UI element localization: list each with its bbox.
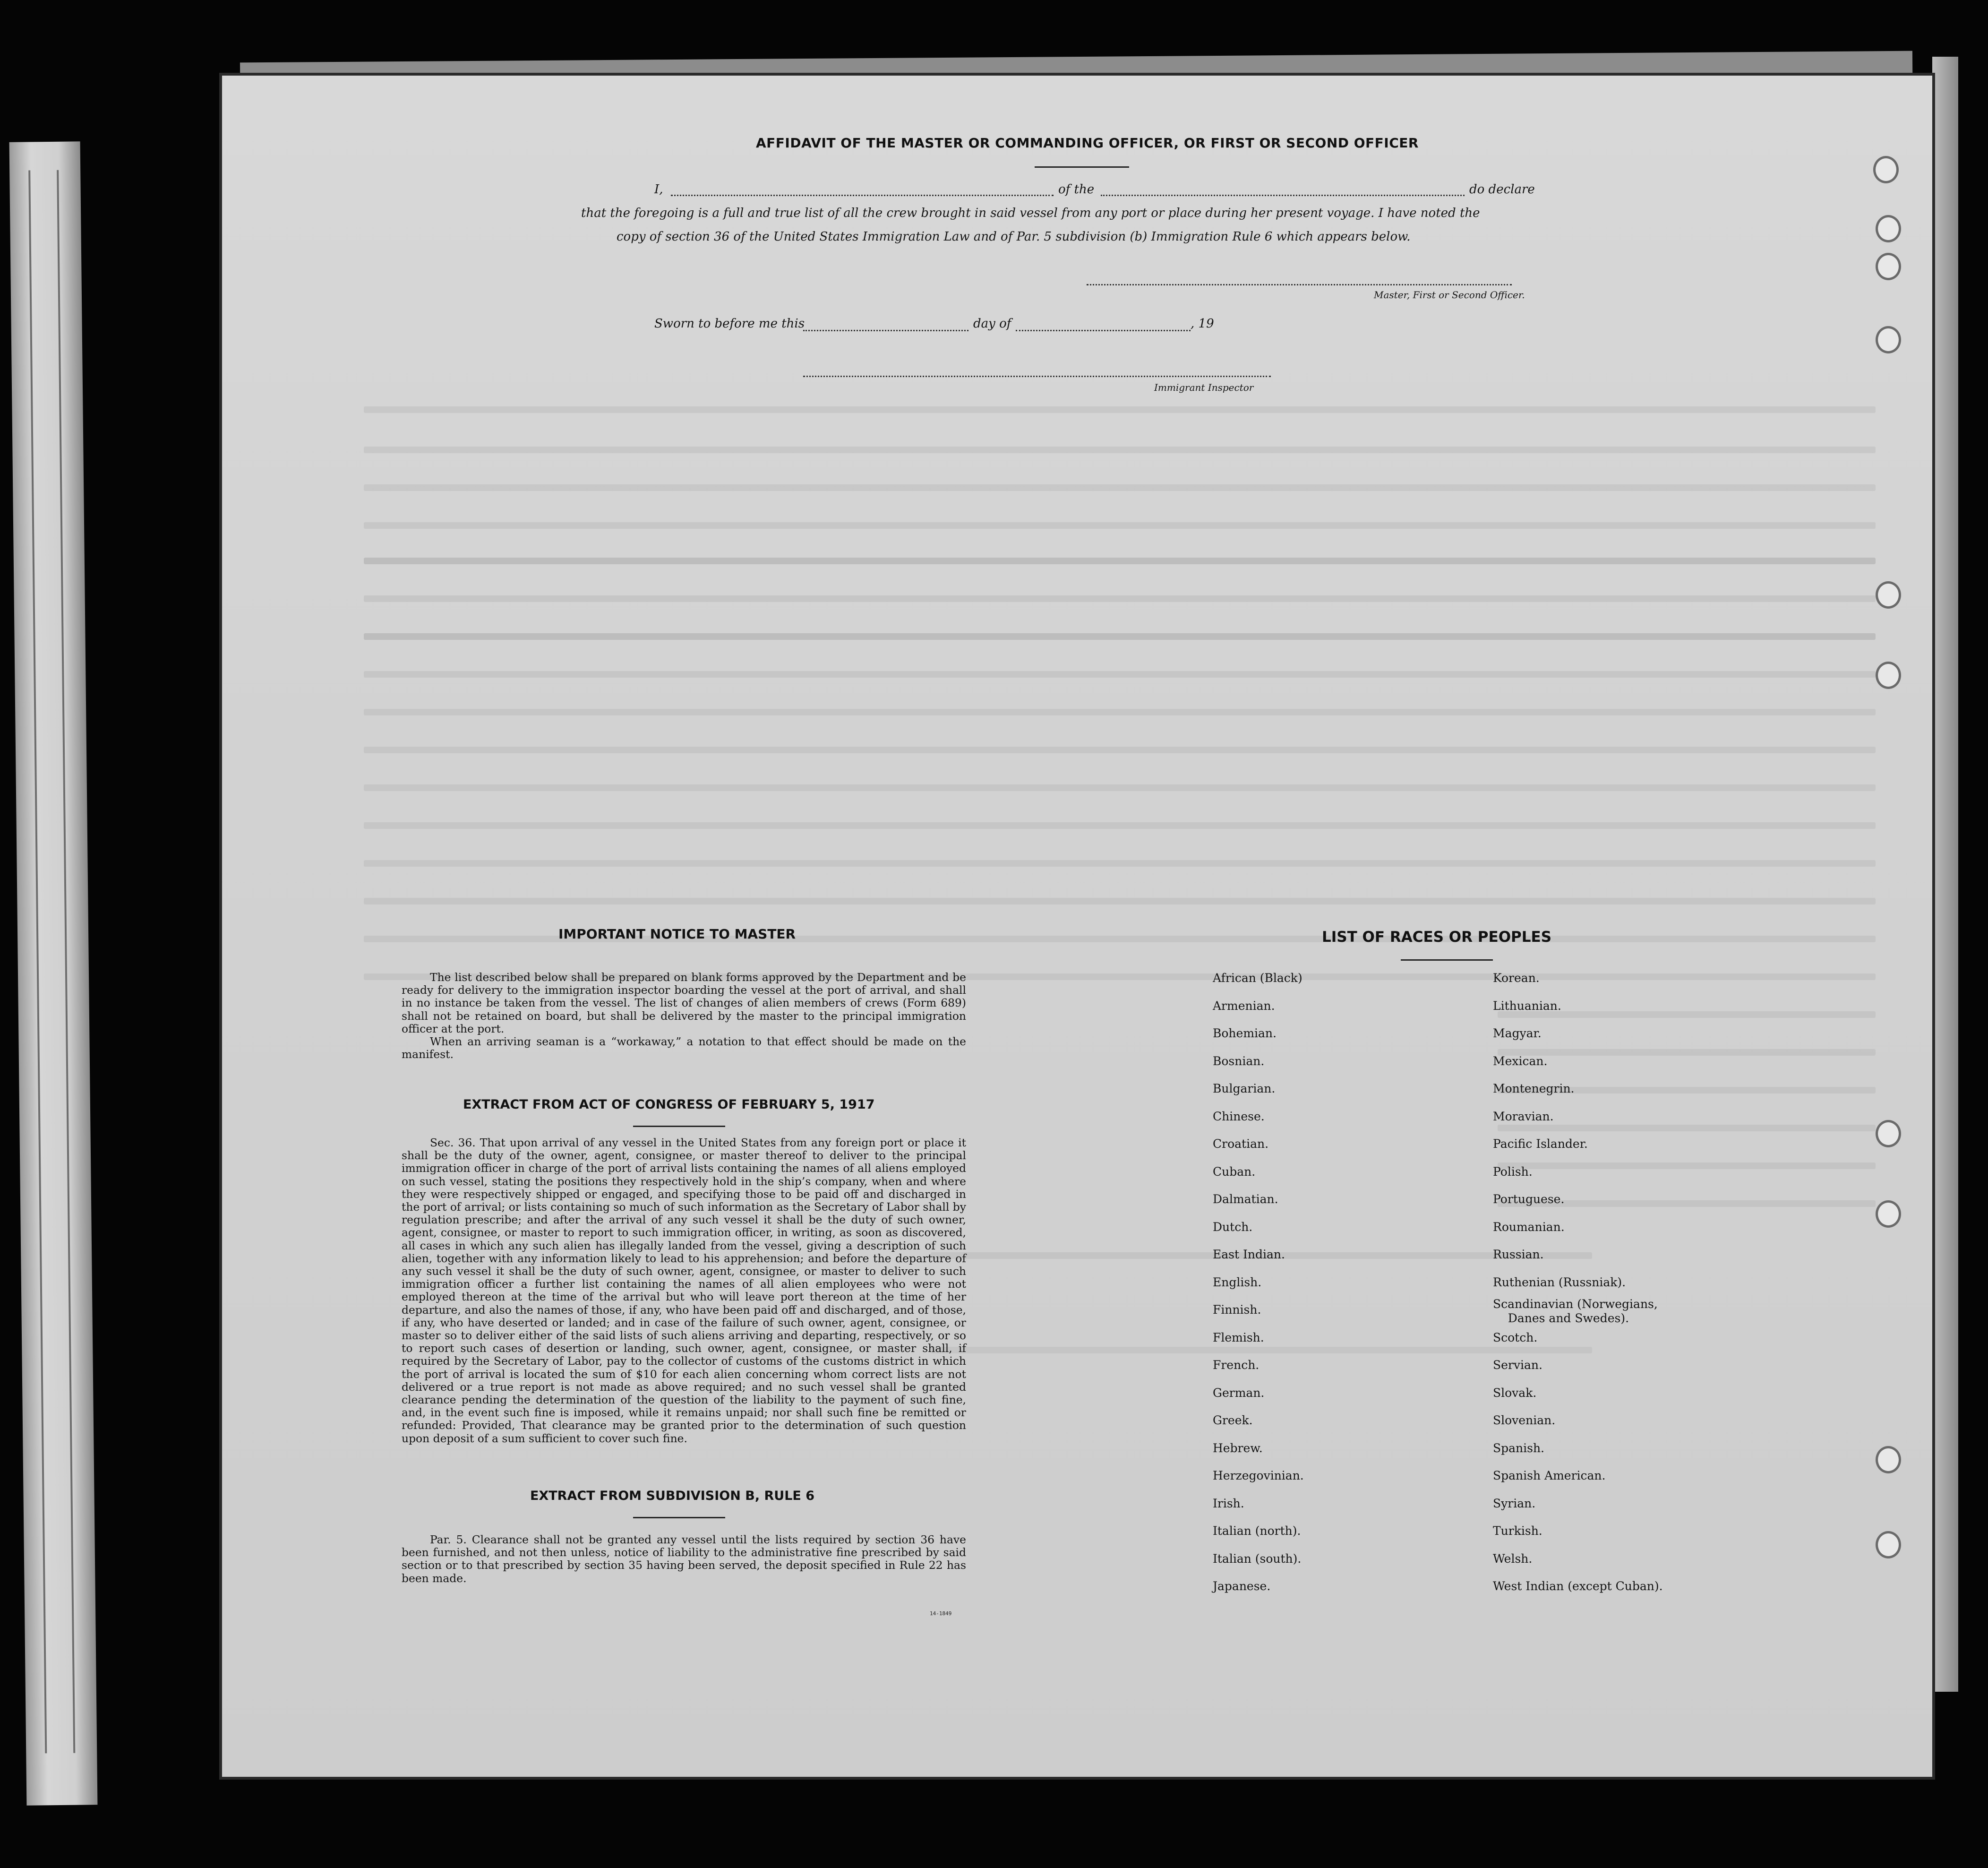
bleed-line bbox=[364, 447, 1876, 453]
affidavit-title: AFFIDAVIT OF THE MASTER OR COMMANDING OFFICER, OR FIRST OR SECOND OFFICER bbox=[756, 135, 1419, 151]
race-item: Cuban. bbox=[1213, 1164, 1256, 1179]
race-item: Japanese. bbox=[1213, 1579, 1271, 1593]
inspector-signature-line[interactable] bbox=[803, 376, 1271, 377]
race-item: Syrian. bbox=[1493, 1496, 1536, 1510]
notice-paragraph-2: When an arriving seaman is a “workaway,” a notation to that effect should be made on the manifest. bbox=[402, 1035, 966, 1061]
race-item: Portuguese. bbox=[1493, 1192, 1565, 1206]
extract-act-title: EXTRACT FROM ACT OF CONGRESS OF FEBRUARY 5, 1917 bbox=[463, 1097, 875, 1112]
races-rule bbox=[1401, 959, 1493, 961]
race-item: Hebrew. bbox=[1213, 1441, 1263, 1455]
race-item: Spanish. bbox=[1493, 1441, 1545, 1455]
race-item: West Indian (except Cuban). bbox=[1493, 1579, 1663, 1593]
race-item: Magyar. bbox=[1493, 1026, 1542, 1040]
bleed-line bbox=[364, 747, 1876, 753]
race-item: Polish. bbox=[1493, 1164, 1533, 1179]
binding-hole bbox=[118, 331, 145, 359]
bleed-line bbox=[364, 822, 1876, 829]
bleed-line bbox=[420, 61, 1791, 68]
punch-hole bbox=[1876, 1200, 1901, 1228]
race-item: Bulgarian. bbox=[1213, 1082, 1276, 1095]
bleed-line bbox=[364, 784, 1876, 791]
race-item: Chinese. bbox=[1213, 1109, 1265, 1123]
inspector-label: Immigrant Inspector bbox=[1154, 382, 1254, 393]
punch-hole bbox=[1876, 1120, 1901, 1147]
bleed-line bbox=[364, 406, 1876, 413]
extract-act-rule bbox=[633, 1126, 725, 1127]
race-item: Bohemian. bbox=[1213, 1026, 1277, 1040]
bleed-line bbox=[364, 709, 1876, 715]
binding-hole bbox=[149, 1290, 175, 1318]
race-item: Dalmatian. bbox=[1213, 1192, 1278, 1206]
race-item: Italian (north). bbox=[1213, 1524, 1301, 1538]
extract-act-text: Sec. 36. That upon arrival of any vessel in the United States from any foreign port or place it shall be the duty of the owner, agent, consignee, or master thereof to deliver to the principal immigration officer in charge of the port of arrival lists containing the names of all aliens employed on such vessel, stating the positions they respectively hold in the ship’s company, when and where they were respectively shipped or engaged, and specifying those to be paid off and discharged in the port of arrival; or lists containing so much of such information as the Secretary of Labor shall by regulation prescribe; and after the arrival of any such vessel it shall be the duty of such owner, agent, consignee, or master to report to such immigration officer, in writing, as soon as discovered, all cases in which any such alien has illegally landed from the vessel, giving a description of such alien, together with any information likely to lead to his apprehension; and before the departure of any such vessel it shall be the duty of such owner, agent, consignee, or master to deliver to such immigration officer a further list containing the names of all alien employees who were not employed thereon at the time of the arrival but who will leave port thereon at the time of her departure, and also the names of those, if any, who have been paid off and discharged, and of those, if any, who have deserted or landed; and in case of the failure of such owner, agent, consignee, or master so to deliver either of the said lists of such aliens arriving and departing, respectively, or so to report such cases of desertion or landing, such owner, agent, consignee, or master shall, if required by the Secretary of Labor, pay to the collector of customs of the customs district in which the port of arrival is located the sum of $10 for each alien concerning whom correct lists are not delivered or a true report is not made as above required; and no such vessel shall be granted clearance pending the determination of the question of the liability to the payment of such fine, and, in the event such fine is imposed, while it remains unpaid; nor shall such fine be remitted or refunded: Provided, That clearance may be granted prior to the determination of such question upon deposit of a sum sufficient to cover such fine. bbox=[402, 1136, 966, 1445]
bleed-line bbox=[364, 522, 1876, 529]
race-item: Scotch. bbox=[1493, 1330, 1538, 1344]
extract-rule-title: EXTRACT FROM SUBDIVISION B, RULE 6 bbox=[530, 1489, 815, 1503]
race-item: Spanish American. bbox=[1493, 1469, 1606, 1482]
page-right-edge bbox=[1932, 57, 1958, 1692]
extract-rule-body bbox=[402, 1533, 966, 1585]
bleed-line bbox=[364, 898, 1876, 904]
race-item: Scandinavian (Norwegians, Danes and Swedes). bbox=[1493, 1297, 1658, 1325]
race-item: Mexican. bbox=[1493, 1054, 1548, 1068]
notice-paragraph-1: The list described below shall be prepared on blank forms approved by the Department and be ready for delivery to the immigration inspector boarding the vessel at the port of arrival, and shall in no instance be taken from the vessel. The list of changes of alien members of crews (Form 689) shall not be retained on board, but shall be delivered by the master to the principal immigration officer at the port. bbox=[402, 971, 966, 1035]
bleed-line bbox=[364, 671, 1876, 678]
bleed-line bbox=[364, 860, 1876, 867]
punch-hole bbox=[1876, 581, 1901, 609]
race-item: Herzegovinian. bbox=[1213, 1469, 1304, 1482]
race-item: Croatian. bbox=[1213, 1137, 1269, 1151]
punch-hole bbox=[1876, 662, 1901, 689]
sworn-day-line[interactable] bbox=[803, 330, 968, 331]
punch-hole bbox=[1876, 1446, 1901, 1473]
vessel-name-line[interactable] bbox=[1101, 195, 1465, 196]
affidavit-i: I, bbox=[654, 182, 663, 197]
bleed-line bbox=[364, 595, 1876, 602]
binding-hole bbox=[158, 1616, 185, 1644]
notice-body bbox=[402, 971, 966, 1061]
race-item: Flemish. bbox=[1213, 1330, 1264, 1344]
affidavit-line3: copy of section 36 of the United States Immigration Law and of Par. 5 subdivision (b) Immigration Rule 6 which appears below. bbox=[617, 230, 1411, 244]
race-item: Roumanian. bbox=[1493, 1220, 1565, 1234]
affidavit-line2: that the foregoing is a full and true list of all the crew brought in said vessel from any port or place during her present voyage. I have noted the bbox=[581, 206, 1480, 220]
extract-rule-rule bbox=[633, 1517, 725, 1518]
form-number: 14-1849 bbox=[930, 1610, 952, 1617]
race-item: Moravian. bbox=[1493, 1109, 1554, 1123]
master-signature-label: Master, First or Second Officer. bbox=[1374, 289, 1525, 301]
race-item: Bosnian. bbox=[1213, 1054, 1265, 1068]
affidavit-of-the: of the bbox=[1058, 182, 1095, 197]
punch-hole bbox=[1876, 215, 1901, 242]
strip-edge bbox=[28, 170, 47, 1753]
binding-hole bbox=[156, 1536, 182, 1564]
race-item: Irish. bbox=[1213, 1496, 1244, 1510]
title-rule bbox=[1035, 166, 1129, 168]
race-item: Dutch. bbox=[1213, 1220, 1253, 1234]
race-item: Korean. bbox=[1493, 971, 1540, 985]
race-item: Armenian. bbox=[1213, 999, 1275, 1013]
bleed-line bbox=[1498, 1125, 1876, 1131]
binding-hole bbox=[130, 662, 156, 690]
affidavit-do-declare: do declare bbox=[1469, 182, 1535, 197]
bleed-line bbox=[364, 558, 1876, 564]
extract-act-body bbox=[402, 1136, 966, 1445]
race-item: African (Black) bbox=[1213, 971, 1302, 985]
binding-hole bbox=[132, 737, 159, 766]
race-item: Finnish. bbox=[1213, 1303, 1261, 1317]
race-item: Welsh. bbox=[1493, 1551, 1533, 1566]
race-item: Italian (south). bbox=[1213, 1551, 1302, 1566]
bleed-line bbox=[364, 484, 1876, 491]
punch-hole bbox=[1876, 253, 1901, 280]
master-signature-line[interactable] bbox=[1087, 284, 1512, 285]
notice-title: IMPORTANT NOTICE TO MASTER bbox=[558, 926, 796, 942]
sworn-text: Sworn to before me this bbox=[654, 317, 805, 331]
bleed-line bbox=[1498, 1162, 1876, 1169]
race-item: German. bbox=[1213, 1386, 1265, 1400]
race-item: Ruthenian (Russniak). bbox=[1493, 1275, 1626, 1289]
binding-strip bbox=[9, 141, 98, 1805]
race-item: English. bbox=[1213, 1275, 1262, 1289]
strip-edge bbox=[57, 170, 75, 1753]
race-item: Russian. bbox=[1493, 1248, 1544, 1261]
sworn-year: , 19 bbox=[1191, 317, 1214, 331]
punch-hole bbox=[1876, 1531, 1901, 1558]
binding-hole bbox=[146, 1210, 173, 1238]
sworn-day-of: day of bbox=[973, 317, 1011, 331]
bleed-line bbox=[931, 1347, 1592, 1353]
races-title: LIST OF RACES OR PEOPLES bbox=[1322, 929, 1552, 946]
punch-hole bbox=[1876, 326, 1901, 353]
race-item: Lithuanian. bbox=[1493, 999, 1561, 1013]
race-item: East Indian. bbox=[1213, 1248, 1285, 1261]
punch-hole bbox=[1873, 156, 1899, 183]
manifest-page bbox=[222, 76, 1932, 1777]
race-item: Montenegrin. bbox=[1493, 1082, 1575, 1095]
binding-hole bbox=[120, 413, 147, 442]
race-item: French. bbox=[1213, 1358, 1260, 1372]
race-item: Servian. bbox=[1493, 1358, 1542, 1372]
race-item: Pacific Islander. bbox=[1493, 1137, 1588, 1151]
extract-rule-text: Par. 5. Clearance shall not be granted any vessel until the lists required by section 36 have been furnished, and not then unless, notice of liability to the administrative fine prescribed by said section or to that prescribed by section 35 having been served, the deposit specified in Rule 22 has been made. bbox=[402, 1533, 966, 1585]
bleed-line bbox=[364, 633, 1876, 640]
bleed-line bbox=[1498, 1049, 1876, 1056]
sworn-month-line[interactable] bbox=[1016, 330, 1191, 331]
master-name-line[interactable] bbox=[671, 195, 1054, 196]
race-item: Slovak. bbox=[1493, 1386, 1537, 1400]
race-item: Turkish. bbox=[1493, 1524, 1542, 1538]
race-item: Slovenian. bbox=[1493, 1413, 1556, 1427]
race-item: Greek. bbox=[1213, 1413, 1253, 1427]
